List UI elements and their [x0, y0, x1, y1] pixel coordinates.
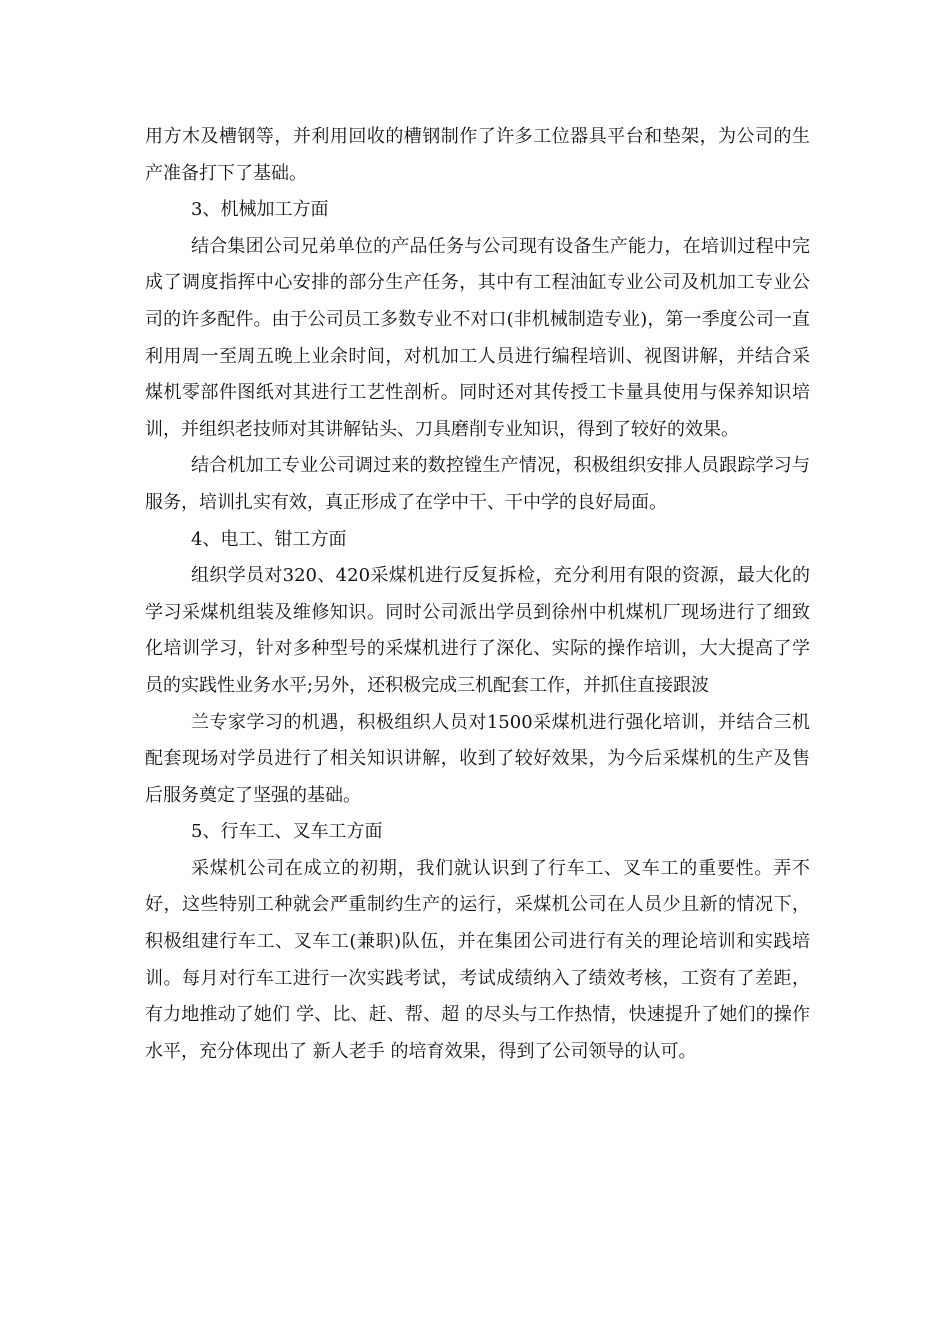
paragraph-machining-training: 结合集团公司兄弟单位的产品任务与公司现有设备生产能力，在培训过程中完成了调度指挥中心安排的部分生产任务，其中有工程油缸专业公司及机加工专业公司的许多配件。由于公司员工多数专业不对口(非机械制造专业)，第一季度公司一直利用周一至周五晚上业余时间，对机加工人员进行编程培训、视图讲解，并结合采煤机零部件图纸对其进行工艺性剖析。同时还对其传授工卡量具使用与保养知识培训，并组织老技师对其讲解钻头、刀具磨削专业知识，得到了较好的效果。 [145, 235, 810, 440]
paragraph-crane-forklift-training: 采煤机公司在成立的初期，我们就认识到了行车工、叉车工的重要性。弄不好，这些特别工种就会严重制约生产的运行，采煤机公司在人员少且新的情况下，积极组建行车工、叉车工(兼职)队伍，并在集团公司进行有关的理论培训和实践培训。每月对行车工进行一次实践考试，考试成绩纳入了绩效考核，工资有了差距，有力地推动了她们 学、比、赶、帮、超 的尽头与工作热情，快速提升了她们的操作水平，充分体现出了 新人老手 的培育效果，得到了公司领导的认可。 [145, 857, 810, 1062]
paragraph-materials: 用方木及槽钢等，并利用回收的槽钢制作了许多工位器具平台和垫架，为公司的生产准备打下了基础。 [145, 126, 810, 184]
section-heading-crane-forklift: 5、行车工、叉车工方面 [191, 821, 383, 843]
paragraph-cnc-boring: 结合机加工专业公司调过来的数控镗生产情况，积极组织安排人员跟踪学习与服务，培训扎实有效，真正形成了在学中干、干中学的良好局面。 [145, 455, 810, 513]
section-heading-machining: 3、机械加工方面 [191, 199, 329, 221]
document-body [145, 119, 810, 1070]
section-heading-electrician-fitter: 4、电工、钳工方面 [191, 528, 347, 550]
paragraph-shearer-disassembly: 组织学员对320、420采煤机进行反复拆检，充分利用有限的资源，最大化的学习采煤机组装及维修知识。同时公司派出学员到徐州中机煤机厂现场进行了细致化培训学习，针对多种型号的采煤机进行了深化、实际的操作培训，大大提高了学员的实践性业务水平;另外，还积极完成三机配套工作，并抓住直接跟波 [145, 565, 810, 696]
paragraph-polish-experts: 兰专家学习的机遇，积极组织人员对1500采煤机进行强化培训，并结合三机配套现场对学员进行了相关知识讲解，收到了较好效果，为今后采煤机的生产及售后服务奠定了坚强的基础。 [145, 711, 810, 806]
